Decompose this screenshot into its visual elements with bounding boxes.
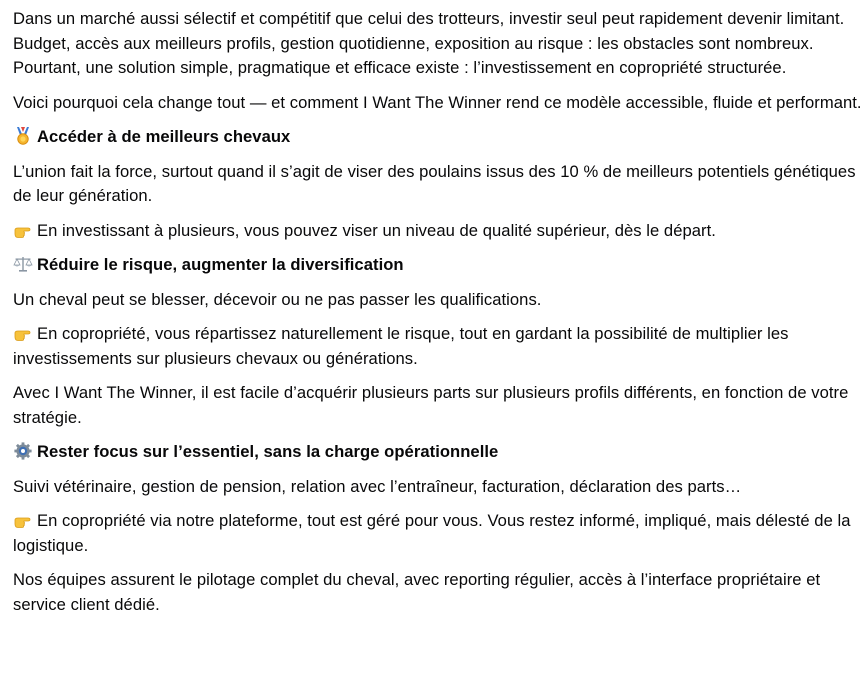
section-heading	[13, 253, 863, 278]
section-point-text: En copropriété via notre plateforme, tout est géré pour vous. Vous restez informé, impliqué, mais délesté de la logistique.	[13, 511, 851, 555]
pointing-hand-icon	[13, 221, 33, 239]
medal-icon	[13, 127, 33, 145]
intro-paragraph: Dans un marché aussi sélectif et compétitif que celui des trotteurs, investir seul peut rapidement devenir limitant. Budget, accès aux meilleurs profils, gestion quotidienne, exposition au risque : les obstacles sont nombreux. Pourtant, une solution simple, pragmatique et efficace existe : l’investissement en copropriété structurée.	[13, 9, 845, 77]
section-point	[13, 219, 863, 244]
section-heading-text: Accéder à de meilleurs chevaux	[37, 127, 291, 146]
section-point-text: En investissant à plusieurs, vous pouvez viser un niveau de qualité supérieur, dès le départ.	[37, 220, 716, 240]
section-heading	[13, 125, 863, 150]
pointing-hand-icon	[13, 324, 33, 342]
gear-icon	[13, 442, 33, 460]
section-point-text: En copropriété, vous répartissez naturellement le risque, tout en gardant la possibilité de multiplier les investissements sur plusieurs chevaux ou générations.	[13, 324, 789, 368]
post-body	[13, 7, 863, 627]
section-extra: Nos équipes assurent le pilotage complet du cheval, avec reporting régulier, accès à l’interface propriétaire et service client dédié.	[13, 570, 821, 614]
section-extra: Avec I Want The Winner, il est facile d’acquérir plusieurs parts sur plusieurs profils différents, en fonction de votre stratégie.	[13, 383, 849, 427]
pointing-hand-icon	[13, 511, 33, 529]
section-body: L’union fait la force, surtout quand il s’agit de viser des poulains issus des 10 % de meilleurs potentiels génétiques de leur génération.	[13, 161, 856, 205]
section-point	[13, 322, 863, 371]
section-body: Un cheval peut se blesser, décevoir ou ne pas passer les qualifications.	[13, 289, 542, 309]
section-heading-text: Réduire le risque, augmenter la diversification	[37, 255, 404, 274]
section-heading-text: Rester focus sur l’essentiel, sans la charge opérationnelle	[37, 442, 499, 461]
section-body: Suivi vétérinaire, gestion de pension, relation avec l’entraîneur, facturation, déclaration des parts…	[13, 476, 742, 496]
balance-scale-icon	[13, 255, 33, 273]
section-heading	[13, 440, 863, 465]
section-point	[13, 509, 863, 558]
intro-paragraph: Voici pourquoi cela change tout — et comment I Want The Winner rend ce modèle accessible, fluide et performant.	[13, 92, 862, 112]
